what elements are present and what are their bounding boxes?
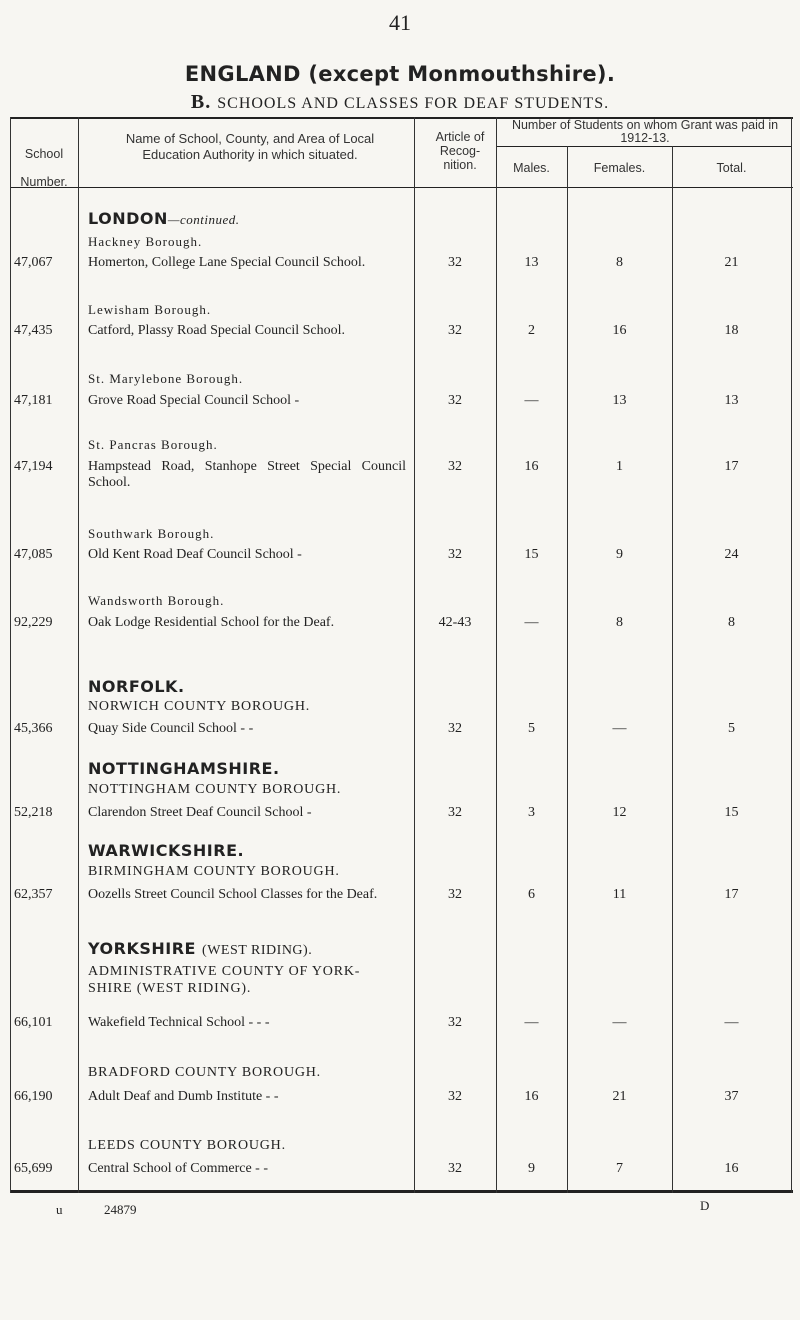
header-males: Males. (513, 161, 550, 175)
header-total: Total. (716, 161, 747, 175)
col-divider-3 (414, 117, 415, 1193)
row-total: 17 (724, 887, 739, 902)
row-article: 32 (448, 459, 462, 474)
row-article: 32 (448, 1015, 462, 1030)
row-school-name: Clarendon Street Deaf Council School - (88, 805, 312, 820)
row-school-number: 66,101 (14, 1015, 53, 1030)
section-london (88, 209, 239, 228)
page-subtitle (0, 91, 800, 114)
row-total: 13 (724, 393, 739, 408)
row-article: 42-43 (438, 615, 472, 630)
row-males: 13 (524, 255, 539, 270)
row-school-name: Quay Side Council School - - (88, 721, 254, 736)
row-group-label: Southwark Borough. (88, 526, 215, 541)
header-name: Name of School, County, and Area of Local Education Authority in which situated. (125, 131, 375, 162)
row-group-label: St. Marylebone Borough. (88, 371, 244, 386)
section-heading: NORFOLK. (88, 677, 185, 696)
row-females: 8 (616, 615, 623, 630)
row-school-name: Old Kent Road Deaf Council School - (88, 547, 302, 562)
row-school-number: 47,194 (14, 459, 53, 474)
row-school-name: Wakefield Technical School - - - (88, 1015, 270, 1030)
row-females: 11 (612, 887, 627, 902)
row-group-label: Hackney Borough. (88, 234, 203, 249)
row-females: — (612, 1015, 627, 1030)
row-group-label: NOTTINGHAM COUNTY BOROUGH. (88, 782, 342, 797)
row-males: — (524, 1015, 539, 1030)
section-london-continued: —continued. (167, 212, 240, 227)
header-bottom-rule (10, 187, 793, 188)
row-school-name: Adult Deaf and Dumb Institute - - (88, 1089, 279, 1104)
row-group-label: NORWICH COUNTY BOROUGH. (88, 699, 311, 714)
row-total: — (724, 1015, 739, 1030)
row-school-number: 45,366 (14, 721, 53, 736)
students-subheader-rule (496, 146, 791, 147)
row-group-label: BIRMINGHAM COUNTY BOROUGH. (88, 864, 340, 879)
col-divider-1 (10, 117, 11, 1193)
row-females: 21 (612, 1089, 627, 1104)
row-males: — (524, 615, 539, 630)
section-heading (88, 939, 312, 959)
section-heading-main: YORKSHIRE (88, 939, 196, 958)
row-article: 32 (448, 323, 462, 338)
row-males: 2 (528, 323, 535, 338)
row-article: 32 (448, 547, 462, 562)
row-females: 16 (612, 323, 627, 338)
row-group-label: ADMINISTRATIVE COUNTY OF YORK-SHIRE (WEST RIDING). (88, 964, 361, 996)
row-school-name: Central School of Commerce - - (88, 1161, 269, 1176)
section-heading: NOTTINGHAMSHIRE. (88, 759, 280, 778)
row-total: 17 (724, 459, 739, 474)
row-group-label: Lewisham Borough. (88, 302, 212, 317)
footer-signature-left: u (56, 1202, 63, 1217)
row-males: 15 (524, 547, 539, 562)
row-school-number: 47,181 (14, 393, 53, 408)
row-females: 9 (616, 547, 623, 562)
table-bottom-rule (10, 1190, 793, 1193)
page-number: 41 (389, 10, 411, 35)
footer-print-code: 24879 (104, 1202, 137, 1217)
row-school-number: 66,190 (14, 1089, 53, 1104)
row-females: 12 (612, 805, 627, 820)
row-females: 8 (616, 255, 623, 270)
row-total: 24 (724, 547, 739, 562)
col-divider-6 (672, 146, 673, 1193)
row-school-number: 47,067 (14, 255, 53, 270)
row-males: 16 (524, 1089, 539, 1104)
col-divider-4 (496, 117, 497, 1193)
row-group-label: St. Pancras Borough. (88, 437, 218, 452)
row-total: 15 (724, 805, 739, 820)
row-school-number: 62,357 (14, 887, 53, 902)
row-school-number: 52,218 (14, 805, 53, 820)
row-article: 32 (448, 1161, 462, 1176)
row-males: 9 (528, 1161, 535, 1176)
row-article: 32 (448, 721, 462, 736)
col-divider-5 (567, 146, 568, 1193)
section-heading: WARWICKSHIRE. (88, 841, 245, 860)
row-females: 7 (616, 1161, 623, 1176)
page-title: ENGLAND (except Monmouthshire). (184, 62, 616, 86)
row-school-number: 65,699 (14, 1161, 53, 1176)
row-males: 3 (528, 805, 535, 820)
row-school-name: Oak Lodge Residential School for the Deaf. (88, 615, 335, 630)
row-article: 32 (448, 805, 462, 820)
subtitle-letter: B. (190, 91, 212, 113)
row-males: — (524, 393, 539, 408)
col-divider-2 (78, 117, 79, 1193)
row-school-number: 92,229 (14, 615, 53, 630)
row-school-number: 47,435 (14, 323, 53, 338)
row-school-name: Catford, Plassy Road Special Council School. (88, 323, 346, 338)
col-divider-7 (791, 117, 792, 1193)
row-total: 16 (724, 1161, 739, 1176)
header-school-number: School Number. (20, 147, 68, 189)
row-group-label: BRADFORD COUNTY BOROUGH. (88, 1065, 321, 1080)
row-school-name: Hampstead Road, Stanhope Street Special Council School. (88, 459, 406, 490)
row-article: 32 (448, 393, 462, 408)
section-heading-suffix: (WEST RIDING). (202, 943, 313, 958)
row-total: 18 (724, 323, 739, 338)
row-article: 32 (448, 255, 462, 270)
row-males: 16 (524, 459, 539, 474)
footer-signature-right: D (700, 1198, 710, 1213)
deaf-schools-table (10, 117, 793, 1194)
header-students: Number of Students on whom Grant was paid in 1912-13. (511, 118, 779, 145)
row-group-label: Wandsworth Borough. (88, 593, 225, 608)
row-males: 6 (528, 887, 535, 902)
row-females: 13 (612, 393, 627, 408)
row-males: 5 (528, 721, 535, 736)
row-total: 5 (728, 721, 735, 736)
row-article: 32 (448, 1089, 462, 1104)
header-females: Females. (593, 161, 646, 175)
row-school-number: 47,085 (14, 547, 53, 562)
row-school-name: Oozells Street Council School Classes for the Deaf. (88, 887, 378, 902)
row-group-label: LEEDS COUNTY BOROUGH. (88, 1138, 286, 1153)
row-total: 37 (724, 1089, 739, 1104)
row-total: 21 (724, 255, 739, 270)
row-females: — (612, 721, 627, 736)
row-school-name: Grove Road Special Council School - (88, 393, 300, 408)
row-total: 8 (728, 615, 735, 630)
header-article: Article of Recog-nition. (435, 130, 485, 172)
row-article: 32 (448, 887, 462, 902)
section-london-label: LONDON (88, 209, 168, 228)
row-females: 1 (616, 459, 623, 474)
row-school-name: Homerton, College Lane Special Council School. (88, 255, 366, 270)
subtitle-text: SCHOOLS AND CLASSES FOR DEAF STUDENTS. (217, 95, 610, 112)
